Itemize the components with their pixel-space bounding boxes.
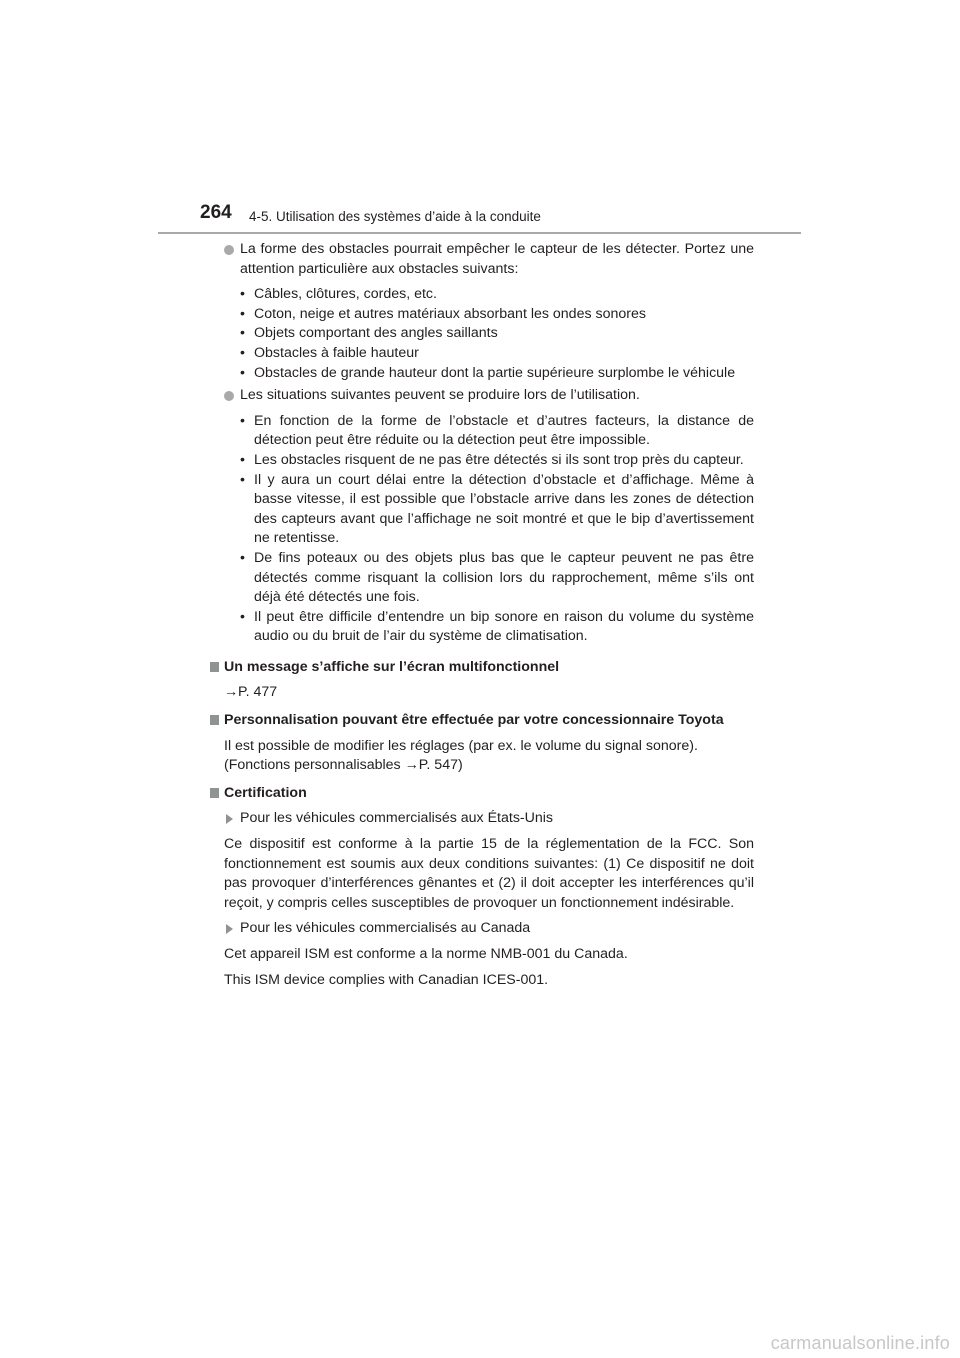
- bullet-text: La forme des obstacles pourrait empêcher le capteur de les détecter. Portez une attention particulière aux obstacles suivants:: [240, 241, 754, 277]
- square-marker-icon: [210, 715, 219, 725]
- page-reference-link[interactable]: P. 547): [418, 757, 463, 774]
- customization-text: Il est possible de modifier les réglages (par ex. le volume du signal sonore). (Fonctions personnalisables →P. 547): [224, 737, 698, 774]
- list-item: • Objets comportant des angles saillants: [240, 324, 754, 344]
- list-dot-icon: •: [240, 344, 245, 361]
- canada-vehicles-label: Pour les véhicules commercialisés au Canada: [210, 919, 754, 939]
- triangle-right-icon: [226, 924, 233, 934]
- canada-statement-fr: Cet appareil ISM est conforme a la norme NMB-001 du Canada.: [224, 946, 628, 962]
- bullet-dot-icon: [224, 245, 234, 255]
- list-dot-icon: •: [240, 305, 245, 322]
- list-dot-icon: •: [240, 451, 245, 468]
- list-item: • Il peut être difficile d’entendre un bip sonore en raison du volume du système audio ou du bruit de l’air du système de climatisation.: [240, 608, 754, 645]
- usa-vehicles-label: Pour les véhicules commercialisés aux États-Unis: [210, 809, 754, 829]
- list-dot-icon: •: [240, 608, 245, 625]
- page-content: [210, 240, 754, 990]
- square-marker-icon: [210, 788, 219, 798]
- heading-customization: Personnalisation pouvant être effectuée par votre concessionnaire Toyota: [210, 711, 754, 731]
- bullet-obstacle-shape: [210, 240, 754, 279]
- canada-statement-en: This ISM device complies with Canadian ICES-001.: [224, 971, 549, 988]
- section-title: 4-5. Utilisation des systèmes d’aide à la conduite: [249, 209, 541, 224]
- situation-list: [240, 412, 754, 647]
- list-dot-icon: •: [240, 325, 245, 342]
- arrow-right-icon: →: [404, 757, 419, 774]
- list-item: • Câbles, clôtures, cordes, etc.: [240, 285, 754, 305]
- list-item: • En fonction de la forme de l’obstacle et d’autres facteurs, la distance de détection peut être réduite ou la détection peut être impossible.: [240, 412, 754, 449]
- heading-certification: Certification: [210, 784, 754, 804]
- obstacle-list: [240, 285, 754, 383]
- list-item: • Obstacles à faible hauteur: [240, 344, 754, 364]
- list-dot-icon: •: [240, 471, 245, 488]
- bullet-text: Les situations suivantes peuvent se produire lors de l’utilisation.: [240, 387, 640, 404]
- page-header: [200, 200, 800, 236]
- list-item: • Les obstacles risquent de ne pas être détectés si ils sont trop près du capteur.: [240, 451, 754, 471]
- list-item: • Il y aura un court délai entre la détection d’obstacle et d’affichage. Même à basse vitesse, il est possible que l’obstacle arrive dans les zones de détection des capteurs avant que l’affichage ne soit montré et que le bip d’avertissement ne retentisse.: [240, 471, 754, 547]
- list-item: • Obstacles de grande hauteur dont la partie supérieure surplombe le véhicule: [240, 364, 754, 384]
- page-reference-link[interactable]: P. 477: [238, 684, 278, 701]
- list-dot-icon: •: [240, 412, 245, 429]
- page-number: 264: [200, 202, 232, 223]
- arrow-right-icon: →: [224, 684, 239, 701]
- watermark: carmanualsonline.info: [770, 1333, 950, 1353]
- list-dot-icon: •: [240, 286, 245, 303]
- list-dot-icon: •: [240, 364, 245, 381]
- fcc-statement: Ce dispositif est conforme à la partie 15 de la réglementation de la FCC. Son fonctionnement est soumis aux deux conditions suivantes: (1) Ce dispositif ne doit pas provoquer d’interférences gênantes et (2) il doit accepter les interférences qu’il reçoit, y compris celles susceptibles de provoquer un fonctionnement indésirable.: [224, 836, 754, 911]
- bullet-dot-icon: [224, 391, 234, 401]
- page-reference: [210, 683, 754, 703]
- bullet-usage-situations: [210, 386, 754, 406]
- list-item: • Coton, neige et autres matériaux absorbant les ondes sonores: [240, 305, 754, 325]
- heading-multifunction-message: Un message s’affiche sur l’écran multifonctionnel: [210, 658, 754, 678]
- triangle-right-icon: [226, 814, 233, 824]
- square-marker-icon: [210, 662, 219, 672]
- header-rule: [158, 232, 801, 234]
- list-item: • De fins poteaux ou des objets plus bas que le capteur peuvent ne pas être détectés comme risquant la collision lors du rapprochement, même s’ils ont déjà été détectés une fois.: [240, 549, 754, 606]
- list-dot-icon: •: [240, 549, 245, 566]
